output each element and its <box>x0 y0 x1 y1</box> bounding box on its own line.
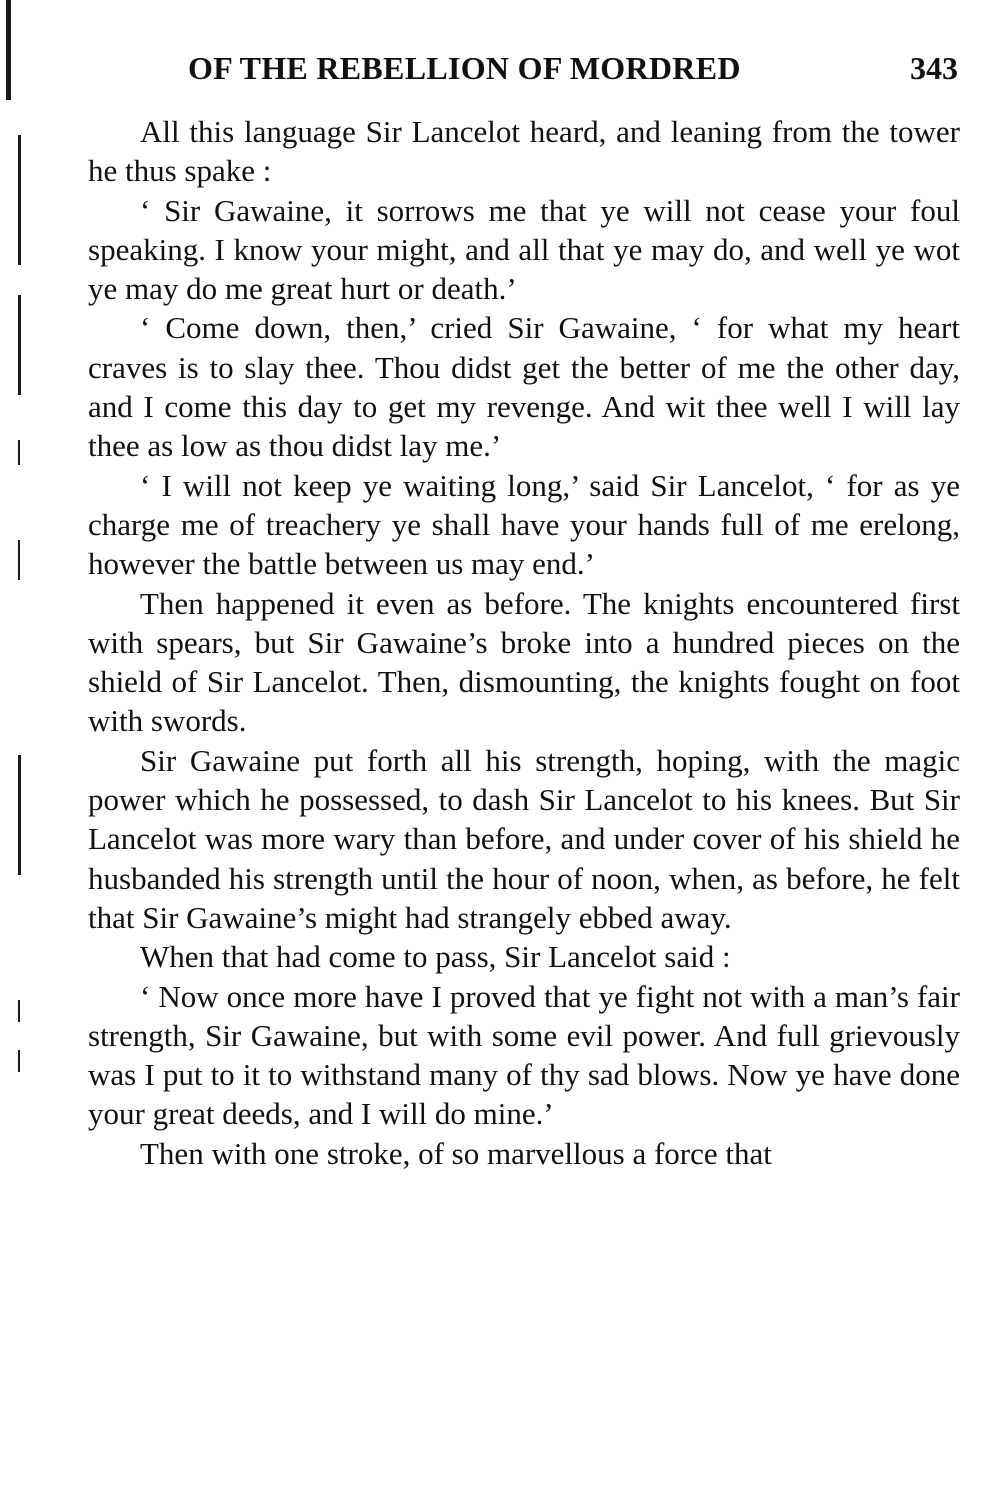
page-number: 343 <box>910 50 958 86</box>
binding-shadow-long <box>18 755 21 875</box>
running-head-title: OF THE REBELLION OF MORDRED <box>188 50 741 86</box>
paragraph: Then with one stroke, of so marvellous a force that <box>140 1135 772 1171</box>
body-text <box>88 112 960 1173</box>
paragraph: Sir Gawaine put forth all his strength, hoping, with the magic power which he possessed, to dash Sir Lancelot to his knees. But Sir Lancelot was more wary than before, and under cover of his shield he husbanded his strength until the hour of noon, when, as before, he felt that Sir Gawaine’s might had strangely ebbed away. <box>88 742 960 935</box>
binding-shadow-top <box>6 0 11 100</box>
paragraph: All this language Sir Lancelot heard, and leaning from the tower he thus spake : <box>88 114 960 189</box>
paragraph: ‘ Sir Gawaine, it sorrows me that ye will not cease your foul speaking. I know your might, and all that ye may do, and well ye wot ye may do me great hurt or death.’ <box>88 192 960 307</box>
paragraph: When that had come to pass, Sir Lancelot said : <box>140 939 731 975</box>
binding-shadow-tick <box>18 1000 20 1022</box>
binding-shadow-mid <box>18 135 21 265</box>
paragraph: ‘ Come down, then,’ cried Sir Gawaine, ‘ for what my heart craves is to slay thee. Thou didst get the better of me the other day, and I come this day to get my revenge. And wit thee well I will lay thee as low as thou didst lay me.’ <box>88 310 960 464</box>
binding-shadow-tick <box>18 1050 20 1072</box>
binding-shadow-tick <box>18 540 20 580</box>
binding-shadow-tick <box>18 440 20 465</box>
page-binding-edge <box>0 0 22 1486</box>
binding-shadow-lower <box>18 295 21 395</box>
page-header <box>88 44 960 94</box>
paragraph: Then happened it even as before. The knights encountered first with spears, but Sir Gawaine’s broke into a hundred pieces on the shield of Sir Lancelot. Then, dismounting, the knights fought on foot with swords. <box>88 585 960 739</box>
paragraph: ‘ Now once more have I proved that ye fight not with a man’s fair strength, Sir Gawaine, but with some evil power. And full grievously was I put to it to withstand many of thy sad blows. Now ye have done your great deeds, and I will do mine.’ <box>88 978 960 1132</box>
paragraph: ‘ I will not keep ye waiting long,’ said Sir Lancelot, ‘ for as ye charge me of treachery ye shall have your hands full of me erelong, however the battle between us may end.’ <box>88 467 960 582</box>
